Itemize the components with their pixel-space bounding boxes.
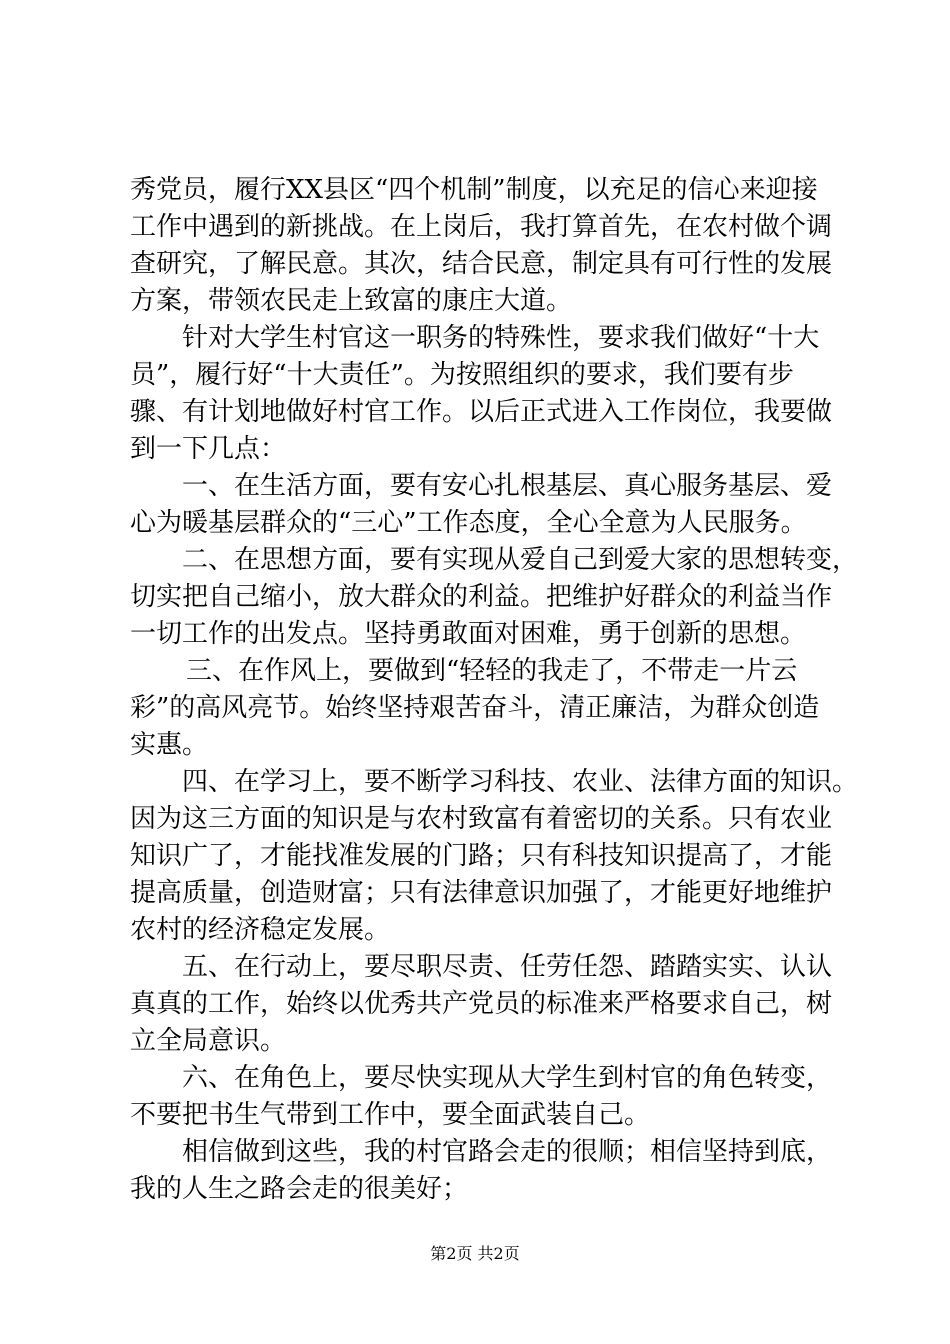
text-line: 不要把书生气带到工作中，要全面武装自己。 [130, 1100, 651, 1130]
paragraph-first-line: 三、在作风上，要做到“轻轻的我走了，不带走一片云 [186, 656, 798, 686]
text-line: 方案，带领农民走上致富的康庄大道。 [130, 286, 573, 316]
paragraph-first-line: 六、在角色上，要尽快实现从大学生到村官的角色转变， [182, 1063, 833, 1093]
text-line: 实惠。 [130, 730, 209, 760]
text-line: 骤、有计划地做好村官工作。以后正式进入工作岗位，我要做 [130, 397, 833, 427]
text-line: 真真的工作，始终以优秀共产党员的标准来严格要求自己，树 [130, 989, 833, 1019]
paragraph-first-line: 五、在行动上，要尽职尽责、任劳任怨、踏踏实实、认认 [182, 952, 833, 982]
paragraph-first-line: 相信做到这些，我的村官路会走的很顺；相信坚持到底， [182, 1137, 833, 1167]
text-line: 我的人生之路会走的很美好； [130, 1174, 469, 1204]
text-line: 秀党员，履行XX县区“四个机制”制度，以充足的信心来迎接 [130, 175, 818, 205]
text-line: 心为暖基层群众的“三心”工作态度，全心全意为人民服务。 [130, 508, 807, 538]
text-line: 查研究，了解民意。其次，结合民意，制定具有可行性的发展 [130, 249, 833, 279]
text-line: 切实把自己缩小，放大群众的利益。把维护好群众的利益当作 [130, 582, 833, 612]
text-line: 提高质量，创造财富；只有法律意识加强了，才能更好地维护 [130, 878, 833, 908]
text-line: 因为这三方面的知识是与农村致富有着密切的关系。只有农业 [130, 804, 833, 834]
paragraph-first-line: 二、在思想方面，要有实现从爱自己到爱大家的思想转变， [182, 545, 859, 575]
paragraph-first-line: 针对大学生村官这一职务的特殊性，要求我们做好“十大 [182, 323, 820, 353]
text-line: 员”，履行好“十大责任”。为按照组织的要求，我们要有步 [130, 360, 794, 390]
text-line: 彩”的高风亮节。始终坚持艰苦奋斗，清正廉洁，为群众创造 [130, 693, 820, 723]
text-line: 工作中遇到的新挑战。在上岗后，我打算首先，在农村做个调 [130, 212, 833, 242]
page-footer: 第2页 共2页 [430, 1244, 520, 1263]
text-line: 一切工作的出发点。坚持勇敢面对困难，勇于创新的思想。 [130, 619, 807, 649]
text-line: 到一下几点： [130, 434, 287, 464]
document-body [130, 172, 859, 1208]
text-line: 知识广了，才能找准发展的门路；只有科技知识提高了，才能 [130, 841, 833, 871]
text-line: 立全局意识。 [130, 1026, 287, 1056]
paragraph-first-line: 一、在生活方面，要有安心扎根基层、真心服务基层、爱 [182, 471, 833, 501]
text-line: 农村的经济稳定发展。 [130, 915, 391, 945]
paragraph-first-line: 四、在学习上，要不断学习科技、农业、法律方面的知识。 [182, 767, 859, 797]
